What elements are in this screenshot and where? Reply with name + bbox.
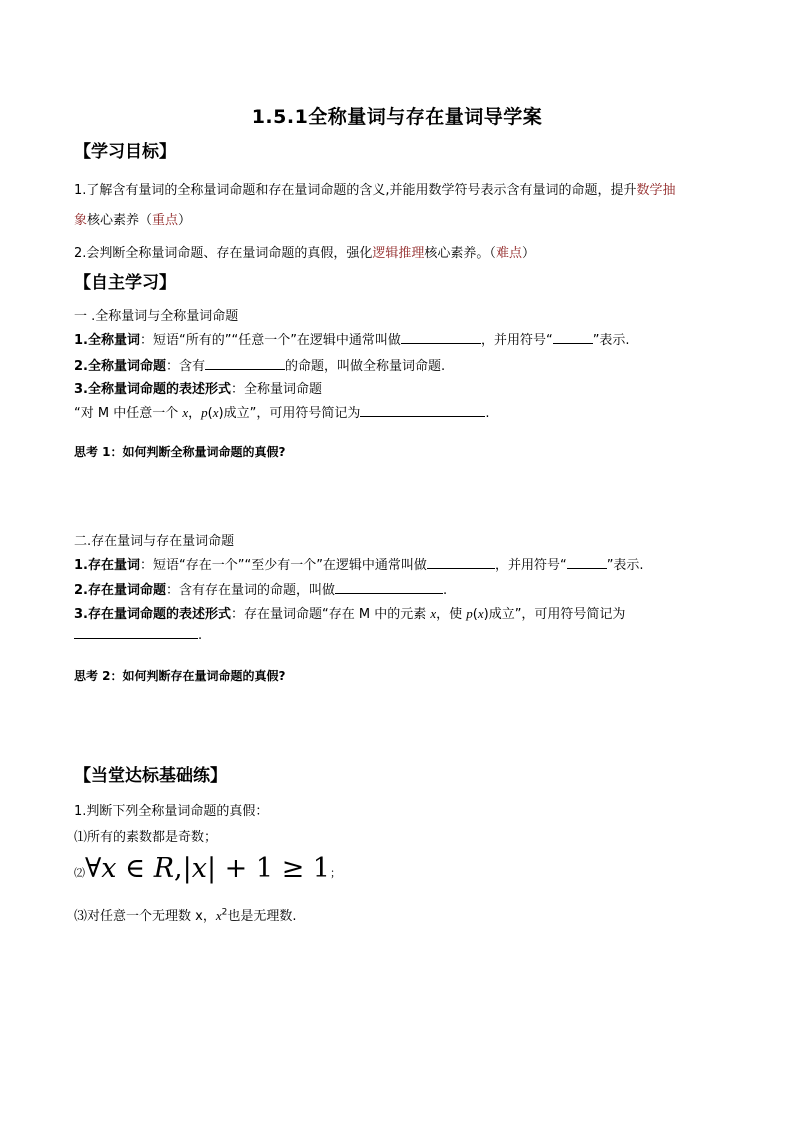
goal-item-1-highlight: 数学抽 bbox=[636, 183, 676, 198]
goal-item-1-key: 重点 bbox=[152, 213, 179, 228]
sec2-def3-text: ：存在量词命题“存在 M 中的元素 bbox=[230, 607, 431, 622]
sec2-def2-text: ：含有存在量词的命题，叫做 bbox=[165, 583, 335, 598]
math-formula bbox=[85, 853, 330, 884]
sec2-def2-label: 2.存在量词命题 bbox=[74, 583, 166, 598]
paren: ( bbox=[472, 607, 478, 622]
goal-item-2-highlight: 逻辑推理 bbox=[372, 246, 425, 261]
sec1-heading: 一 .全称量词与全称量词命题 bbox=[74, 309, 239, 324]
section-header-goals: 【学习目标】 bbox=[74, 142, 176, 162]
goal-item-1-close: ） bbox=[178, 213, 192, 228]
superscript: 2 bbox=[221, 907, 228, 918]
var-x: x bbox=[182, 405, 189, 420]
think-2: 思考 2：如何判断存在量词命题的真假? bbox=[74, 669, 286, 683]
sec1-def3-label: 3.全称量词命题的表述形式 bbox=[74, 382, 231, 397]
goal-item-1-cont bbox=[74, 209, 191, 228]
sec2-def1-text-c: ”表示. bbox=[606, 558, 644, 573]
sec1-form-text: “对 M 中任意一个 bbox=[74, 406, 183, 421]
paren: ( bbox=[207, 406, 213, 421]
sec1-form-text-b: )成立”，可用符号简记为 bbox=[218, 406, 361, 421]
sec2-def3-label: 3.存在量词命题的表述形式 bbox=[74, 607, 231, 622]
sec1-def2 bbox=[74, 355, 445, 374]
goal-item-1-text: 1.了解含有量词的全称量词命题和存在量词命题的含义,并能用数学符号表示含有量词的命题，提升 bbox=[74, 183, 637, 198]
section-header-practice: 【当堂达标基础练】 bbox=[74, 766, 227, 786]
practice-s3-text: ⑶对任意一个无理数 x， bbox=[74, 909, 216, 924]
var-x: x bbox=[191, 853, 207, 884]
sec2-def3-text-d: )成立”，可用符号简记为 bbox=[483, 607, 626, 622]
math-in: ∈ bbox=[116, 853, 154, 884]
sec1-def1-text: ：短语“所有的”“任意一个”在逻辑中通常叫做 bbox=[139, 333, 401, 348]
page-title: 1.5.1全称量词与存在量词导学案 bbox=[251, 106, 543, 128]
goal-item-1-text-cont: 核心素养（ bbox=[87, 213, 153, 228]
sec1-def3 bbox=[74, 378, 322, 397]
fill-blank[interactable] bbox=[427, 557, 495, 569]
goal-item-1-highlight-cont: 象 bbox=[74, 213, 88, 228]
sec2-def1-text: ：短语“存在一个”“至少有一个”在逻辑中通常叫做 bbox=[139, 558, 427, 573]
sec2-def3-cont bbox=[74, 627, 202, 643]
var-p: p bbox=[466, 606, 473, 621]
var-x: x bbox=[215, 908, 222, 923]
fill-blank[interactable] bbox=[401, 332, 481, 344]
sec1-def2-label: 2.全称量词命题 bbox=[74, 359, 166, 374]
goal-item-2-close: ） bbox=[521, 246, 535, 261]
sec1-def3-text: ：全称量词命题 bbox=[230, 382, 322, 397]
period: . bbox=[443, 583, 448, 598]
fill-blank[interactable] bbox=[567, 557, 607, 569]
practice-s1: ⑴所有的素数都是奇数； bbox=[74, 830, 218, 845]
fill-blank[interactable] bbox=[553, 332, 593, 344]
var-R: R bbox=[153, 853, 175, 884]
sec2-def2 bbox=[74, 579, 447, 598]
sec1-def1-text-b: ，并用符号“ bbox=[480, 333, 553, 348]
goal-item-2 bbox=[74, 242, 535, 261]
var-x: x bbox=[477, 606, 484, 621]
sec1-form bbox=[74, 402, 489, 421]
var-x: x bbox=[101, 853, 117, 884]
sec1-def1 bbox=[74, 329, 630, 348]
sec2-def3-text-b: ，使 bbox=[436, 607, 467, 622]
sec1-def2-text: ：含有 bbox=[165, 359, 205, 374]
practice-s3 bbox=[74, 905, 296, 924]
period: . bbox=[198, 628, 203, 643]
goal-item-2-text-b: 核心素养。（ bbox=[424, 246, 496, 261]
sec2-heading: 二.存在量词与存在量词命题 bbox=[74, 534, 235, 549]
section-header-self-study: 【自主学习】 bbox=[74, 273, 176, 293]
sec2-def1-text-b: ，并用符号“ bbox=[494, 558, 567, 573]
forall-symbol: ∀ bbox=[85, 853, 102, 884]
fill-blank[interactable] bbox=[205, 358, 285, 370]
var-x: x bbox=[430, 606, 437, 621]
sec1-def2-text-b: 的命题，叫做全称量词命题. bbox=[285, 359, 446, 374]
sec2-def1 bbox=[74, 554, 644, 573]
sec1-def1-text-c: ”表示. bbox=[592, 333, 630, 348]
sec2-def1-label: 1.存在量词 bbox=[74, 558, 140, 573]
semicolon: ； bbox=[329, 866, 341, 880]
think-1: 思考 1：如何判断全称量词命题的真假? bbox=[74, 445, 286, 459]
practice-s2-label: ⑵ bbox=[74, 866, 85, 880]
practice-s2 bbox=[74, 853, 341, 889]
sec2-def3 bbox=[74, 603, 625, 622]
fill-blank[interactable] bbox=[335, 582, 443, 594]
math-rest: | + 1 ≥ 1 bbox=[206, 853, 330, 884]
sec1-form-comma: ， bbox=[188, 406, 202, 421]
practice-q1: 1.判断下列全称量词命题的真假： bbox=[74, 804, 269, 819]
fill-blank[interactable] bbox=[360, 405, 485, 417]
practice-s3-text-b: 也是无理数. bbox=[227, 909, 297, 924]
fill-blank[interactable] bbox=[74, 627, 198, 639]
goal-item-2-text: 2.会判断全称量词命题、存在量词命题的真假，强化 bbox=[74, 246, 373, 261]
goal-item-2-key: 难点 bbox=[495, 246, 522, 261]
goal-item-1 bbox=[74, 179, 676, 198]
var-p: p bbox=[201, 405, 208, 420]
var-x: x bbox=[212, 405, 219, 420]
sec1-def1-label: 1.全称量词 bbox=[74, 333, 140, 348]
math-abs-open: ,| bbox=[174, 853, 192, 884]
period: . bbox=[485, 406, 490, 421]
